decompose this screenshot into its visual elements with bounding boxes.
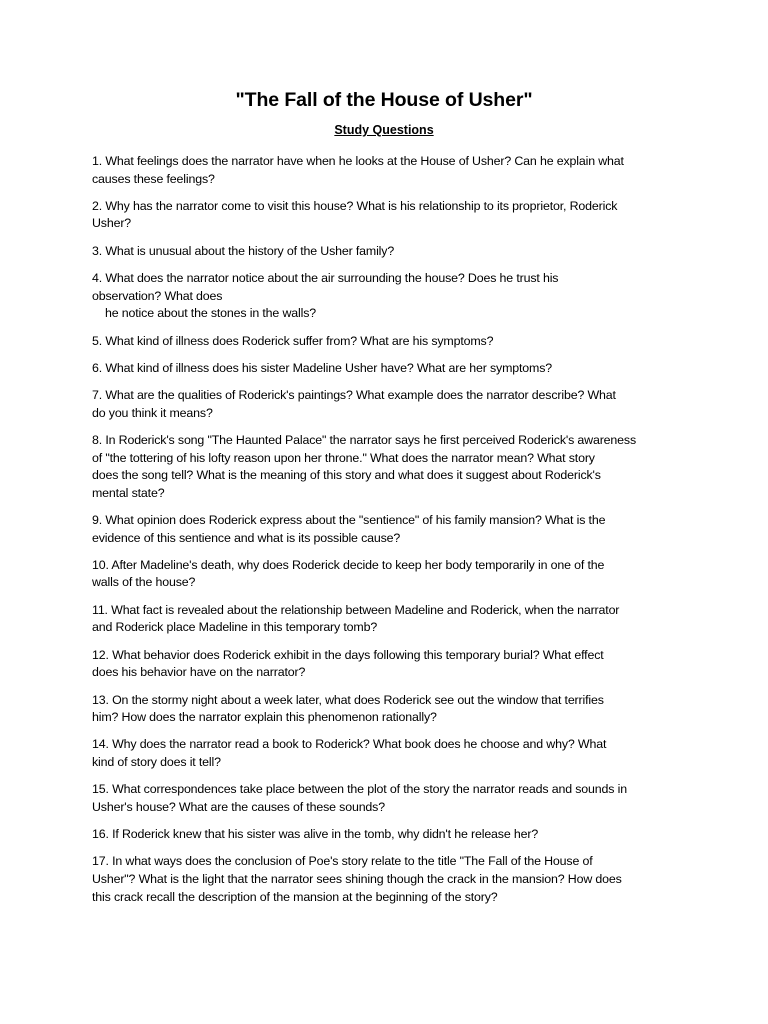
question-line: and Roderick place Madeline in this temporary tomb? — [92, 620, 378, 635]
question-line: mental state? — [92, 485, 165, 500]
question-line: 11. What fact is revealed about the relationship between Madeline and Roderick, when the narrator — [92, 602, 620, 617]
question-item — [92, 736, 676, 771]
question-line: 7. What are the qualities of Roderick's paintings? What example does the narrator describe? What — [92, 388, 616, 403]
question-line: 10. After Madeline's death, why does Roderick decide to keep her body temporarily in one of the — [92, 557, 605, 572]
question-item — [92, 270, 676, 323]
question-item — [92, 243, 676, 261]
question-line: kind of story does it tell? — [92, 754, 221, 769]
question-line: evidence of this sentience and what is its possible cause? — [92, 530, 401, 545]
question-line: Usher? — [92, 216, 132, 231]
question-line: 5. What kind of illness does Roderick suffer from? What are his symptoms? — [92, 333, 494, 348]
question-line: this crack recall the description of the mansion at the beginning of the story? — [92, 889, 498, 904]
question-list — [92, 153, 676, 906]
question-item — [92, 153, 676, 188]
question-line: 8. In Roderick's song "The Haunted Palace" the narrator says he first perceived Roderick's awareness — [92, 432, 636, 447]
question-line: do you think it means? — [92, 405, 213, 420]
question-line: Usher"? What is the light that the narrator sees shining though the crack in the mansion? How does — [92, 872, 622, 886]
question-line: does the song tell? What is the meaning of this story and what does it suggest about Roderick's — [92, 468, 601, 483]
question-item — [92, 432, 676, 502]
question-line: 17. In what ways does the conclusion of Poe's story relate to the title "The Fall of the House of — [92, 854, 593, 869]
question-line: 6. What kind of illness does his sister Madeline Usher have? What are her symptoms? — [92, 360, 552, 375]
question-line: Usher's house? What are the causes of these sounds? — [92, 799, 385, 814]
question-item — [92, 387, 676, 422]
question-line: 3. What is unusual about the history of the Usher family? — [92, 243, 395, 258]
question-line: he notice about the stones in the walls? — [105, 306, 316, 321]
question-item — [92, 198, 676, 233]
question-line: 15. What correspondences take place between the plot of the story the narrator reads and sounds in — [92, 782, 627, 797]
question-item — [92, 557, 676, 592]
question-item — [92, 602, 676, 637]
question-line: 14. Why does the narrator read a book to Roderick? What book does he choose and why? What — [92, 737, 607, 752]
question-line: of "the tottering of his lofty reason upon her throne." What does the narrator mean? What story — [92, 450, 595, 465]
question-line: does his behavior have on the narrator? — [92, 665, 306, 680]
question-item — [92, 853, 676, 906]
question-line: 4. What does the narrator notice about the air surrounding the house? Does he trust his — [92, 271, 559, 286]
question-line: 13. On the stormy night about a week later, what does Roderick see out the window that terrifies — [92, 692, 604, 707]
question-line: walls of the house? — [92, 575, 196, 590]
question-line: 16. If Roderick knew that his sister was alive in the tomb, why didn't he release her? — [92, 827, 539, 842]
question-item — [92, 826, 676, 844]
question-item — [92, 360, 676, 378]
question-item — [92, 333, 676, 351]
question-line: 2. Why has the narrator come to visit this house? What is his relationship to its proprietor, Roderick — [92, 198, 618, 213]
question-line: 12. What behavior does Roderick exhibit in the days following this temporary burial? What effect — [92, 647, 604, 662]
document-subtitle: Study Questions — [334, 123, 434, 137]
question-line: observation? What does — [92, 288, 223, 303]
question-item — [92, 647, 676, 682]
question-line: him? How does the narrator explain this phenomenon rationally? — [92, 710, 437, 725]
question-item — [92, 692, 676, 727]
question-item — [92, 512, 676, 547]
question-line: 1. What feelings does the narrator have when he looks at the House of Usher? Can he explain what — [92, 154, 624, 168]
question-line: 9. What opinion does Roderick express about the "sentience" of his family mansion? What is the — [92, 513, 606, 527]
question-item — [92, 781, 676, 816]
question-line: causes these feelings? — [92, 171, 215, 186]
document-title: "The Fall of the House of Usher" — [235, 89, 533, 111]
